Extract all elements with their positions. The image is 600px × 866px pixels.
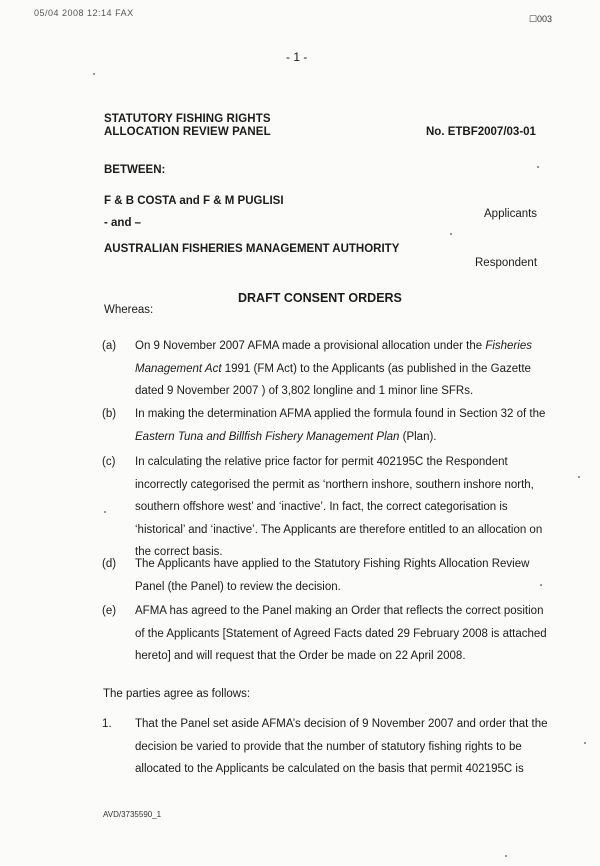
fax-header: 05/04 2008 12:14 FAX xyxy=(34,8,134,18)
recital-text: The Applicants have applied to the Statutory Fishing Rights Allocation Review Panel (the Panel) to review the decision. xyxy=(135,558,530,593)
scan-speck xyxy=(537,166,539,168)
panel-name-line1: STATUTORY FISHING RIGHTS xyxy=(104,113,271,125)
order-label: 1. xyxy=(102,718,112,730)
scan-speck xyxy=(450,233,452,235)
respondent-name: AUSTRALIAN FISHERIES MANAGEMENT AUTHORITY xyxy=(104,243,400,255)
scan-speck xyxy=(93,73,95,75)
and-separator: - and – xyxy=(104,217,142,229)
agreement-intro: The parties agree as follows: xyxy=(103,688,251,700)
scan-speck xyxy=(505,855,507,857)
scan-speck xyxy=(578,476,580,478)
applicants-role: Applicants xyxy=(484,208,538,220)
recital-text: On 9 November 2007 AFMA made a provisional allocation under the Fisheries Management Act 1991 (FM Act) to the Applicants (as published in the Gazette dated 9 November 2007 ) of 3,802 longline and 1 minor line SFRs. xyxy=(135,340,532,397)
scan-speck xyxy=(540,584,542,586)
between-label: BETWEEN: xyxy=(104,164,166,176)
case-number: No. ETBF2007/03-01 xyxy=(426,126,536,138)
fax-page-number: ☐003 xyxy=(528,14,552,24)
page-number: - 1 - xyxy=(286,50,308,64)
recital-label: (e) xyxy=(102,605,117,617)
scan-speck xyxy=(584,742,586,744)
act-name: Fisheries Management Act xyxy=(135,340,532,375)
document-title: DRAFT CONSENT ORDERS xyxy=(238,291,402,305)
recital-label: (a) xyxy=(102,340,117,352)
document-reference: AVD/3735590_1 xyxy=(103,810,162,819)
order-text: That the Panel set aside AFMA’s decision of 9 November 2007 and order that the decision be varied to provide that the number of statutory fishing rights to be allocated to the Applicants be calculated on the basis that permit 402195C is xyxy=(135,718,548,775)
recital-text: AFMA has agreed to the Panel making an Order that reflects the correct position of the Applicants [Statement of Agreed Facts dated 29 February 2008 is attached hereto] and will request that the Order be made on 22 April 2008. xyxy=(135,605,547,662)
recital-label: (b) xyxy=(102,408,117,420)
panel-name-line2: ALLOCATION REVIEW PANEL xyxy=(104,126,271,138)
plan-name: Eastern Tuna and Billfish Fishery Management Plan xyxy=(135,430,400,443)
recital-label: (c) xyxy=(102,456,116,468)
respondent-role: Respondent xyxy=(475,257,538,269)
recital-label: (d) xyxy=(102,558,117,570)
scan-speck xyxy=(104,511,106,513)
recital-text: In calculating the relative price factor for permit 402195C the Respondent incorrectly categorised the permit as ‘northern inshore, southern inshore north, southern offshore west’ and ‘inactive’. In fact, the correct categorisation is ‘historical’ and ‘inactive’. The Applicants are therefore entitled to an allocation on the correct basis. xyxy=(135,456,543,558)
applicants-names: F & B COSTA and F & M PUGLISI xyxy=(104,195,284,207)
recital-text: In making the determination AFMA applied the formula found in Section 32 of the Eastern Tuna and Billfish Fishery Management Plan (Plan). xyxy=(135,408,546,443)
whereas-label: Whereas: xyxy=(104,304,154,316)
